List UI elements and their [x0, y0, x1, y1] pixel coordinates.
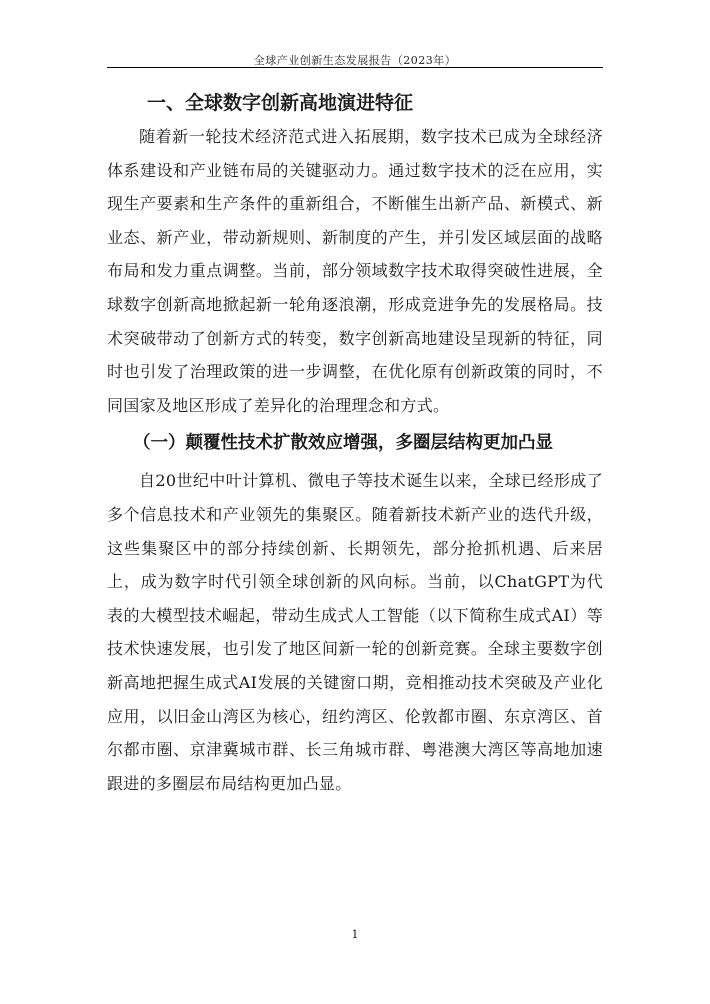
- section-heading: 一、全球数字创新高地演进特征: [147, 92, 414, 114]
- running-header: 全球产业创新生态发展报告（2023年）: [253, 54, 457, 67]
- intro-paragraph: 随着新一轮技术经济范式进入拓展期，数字技术已成为全球经济体系建设和产业链布局的关键驱动力。通过数字技术的泛在应用，实现生产要素和生产条件的重新组合，不断催生出新产品、新模式、新业态、新产业，带动新规则、新制度的产生，并引发区域层面的战略布局和发力重点调整。当前，部分领域数字技术取得突破性进展，全球数字创新高地掀起新一轮角逐浪潮，形成竞进争先的发展格局。技术突破带动了创新方式的转变，数字创新高地建设呈现新的特征，同时也引发了治理政策的进一步调整，在优化原有创新政策的同时，不同国家及地区形成了差异化的治理理念和方式。: [107, 127, 603, 415]
- subsection-heading: （一）颠覆性技术扩散效应增强，多圈层结构更加凸显: [133, 433, 553, 454]
- page-number: 1: [351, 928, 359, 941]
- header-divider: [107, 67, 603, 68]
- page-body: [107, 86, 603, 800]
- subsection-paragraph: 自20世纪中叶计算机、微电子等技术诞生以来，全球已经形成了多个信息技术和产业领先的集聚区。随着新技术新产业的迭代升级，这些集聚区中的部分持续创新、长期领先，部分抢抓机遇、后来居上，成为数字时代引领全球创新的风向标。当前，以ChatGPT为代表的大模型技术崛起，带动生成式人工智能（以下简称生成式AI）等技术快速发展，也引发了地区间新一轮的创新竞赛。全球主要数字创新高地把握生成式AI发展的关键窗口期，竞相推动技术突破及产业化应用，以旧金山湾区为核心，纽约湾区、伦敦都市圈、东京湾区、首尔都市圈、京津冀城市群、长三角城市群、粤港澳大湾区等高地加速跟进的多圈层布局结构更加凸显。: [107, 471, 603, 793]
